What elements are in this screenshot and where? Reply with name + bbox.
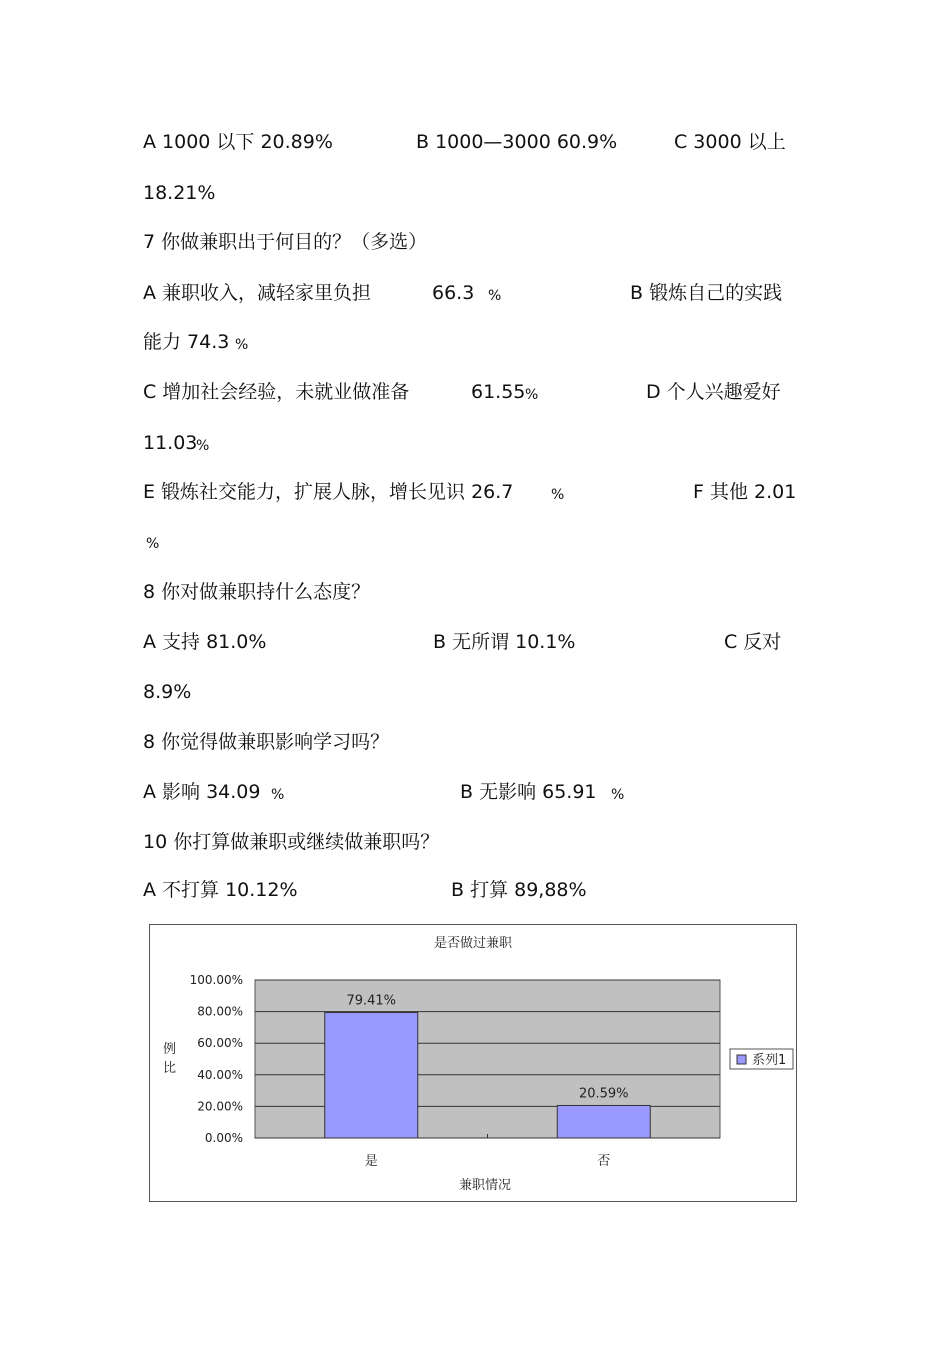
percent-sign: % — [611, 787, 625, 803]
percent-sign: % — [146, 536, 160, 552]
chart-canvas — [150, 925, 798, 1203]
y-axis-label: 例 比 — [163, 1042, 177, 1076]
y-tick-label: 40.00% — [197, 1067, 243, 1082]
option-e: E 锻炼社交能力，扩展人脉，增长见识 26.7 — [143, 481, 514, 503]
option-a: A 兼职收入，减轻家里负担 — [143, 282, 372, 304]
text-fragment: 能力 74.3 — [143, 331, 230, 353]
option-a: A 影响 34.09 — [143, 781, 261, 803]
question-text: 8 你觉得做兼职影响学习吗？ — [143, 731, 390, 753]
legend — [730, 1049, 793, 1069]
percent-sign: % — [525, 387, 539, 403]
option-c-value: 61.55 — [471, 381, 526, 403]
y-tick-label: 60.00% — [197, 1036, 243, 1051]
option-d: D 个人兴趣爱好 — [646, 381, 781, 403]
percent-sign: % — [235, 337, 249, 353]
percent-sign: % — [196, 438, 210, 454]
option-b: B 锻炼自己的实践 — [630, 282, 783, 304]
bar — [557, 1105, 650, 1138]
x-axis-ticks — [365, 1134, 611, 1169]
option-c: C 反对 — [724, 631, 782, 653]
text-fragment: 18.21% — [143, 182, 216, 204]
percent-sign: % — [551, 487, 565, 503]
bar — [325, 1013, 418, 1138]
question-text: 7 你做兼职出于何目的？（多选） — [143, 231, 428, 253]
option-a: A 不打算 10.12% — [143, 879, 298, 901]
legend-entry: 系列1 — [752, 1053, 787, 1068]
y-tick-label: 100.00% — [189, 973, 243, 987]
question-text: 8 你对做兼职持什么态度？ — [143, 581, 371, 603]
x-axis-label: 兼职情况 — [458, 1178, 512, 1193]
option-b: B 打算 89,88% — [451, 879, 587, 901]
option-a: A 支持 81.0% — [143, 631, 267, 653]
percent-sign: % — [488, 288, 502, 304]
x-tick-label: 是 — [364, 1154, 378, 1169]
chart-title: 是否做过兼职 — [433, 936, 513, 951]
option-c: C 增加社会经验，未就业做准备 — [143, 381, 410, 403]
bar-chart — [149, 924, 797, 1202]
y-tick-label: 20.00% — [197, 1099, 243, 1114]
y-tick-label: 80.00% — [197, 1004, 243, 1019]
question-text: 10 你打算做兼职或继续做兼职吗？ — [143, 831, 440, 853]
text-fragment: 8.9% — [143, 681, 192, 703]
y-tick-label: 0.00% — [204, 1131, 243, 1145]
option-b: B 无所谓 10.1% — [433, 631, 576, 653]
y-axis-ticks — [190, 973, 243, 1145]
option-b-income: B 1000—3000 60.9% — [416, 131, 618, 153]
x-tick-label: 否 — [597, 1154, 611, 1169]
legend-swatch — [737, 1055, 746, 1064]
option-f: F 其他 2.01 — [693, 481, 797, 503]
data-label: 20.59% — [578, 1086, 629, 1102]
option-a-value: 66.3 — [432, 282, 475, 304]
option-c-income: C 3000 以上 — [674, 131, 786, 153]
percent-sign: % — [271, 787, 285, 803]
text-fragment: 11.03 — [143, 432, 198, 454]
option-a-income: A 1000 以下 20.89% — [143, 131, 333, 153]
data-label: 79.41% — [346, 993, 397, 1009]
option-b: B 无影响 65.91 — [460, 781, 597, 803]
